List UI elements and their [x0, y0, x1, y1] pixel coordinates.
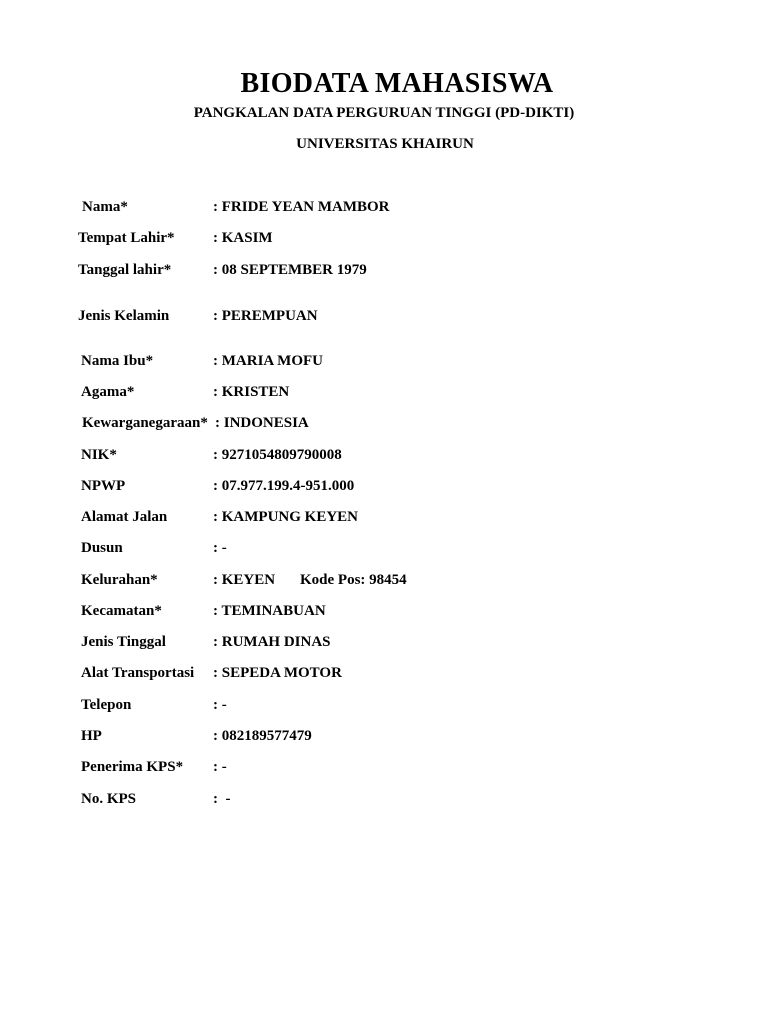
field-value: : PEREMPUAN	[213, 308, 318, 324]
field-value: : KASIM	[213, 230, 273, 246]
field-value: : -	[213, 791, 231, 807]
university-name: UNIVERSITAS KHAIRUN	[296, 136, 474, 152]
field-label: Jenis Kelamin	[78, 308, 170, 324]
kode-pos: Kode Pos: 98454	[300, 572, 407, 588]
field-label: Dusun	[81, 540, 123, 556]
field-value: : -	[213, 759, 227, 775]
field-value: : 082189577479	[213, 728, 312, 744]
field-value: : TEMINABUAN	[213, 603, 326, 619]
field-label: Nama*	[82, 199, 128, 215]
field-label: Kelurahan*	[81, 572, 158, 588]
field-value: : 08 SEPTEMBER 1979	[213, 262, 367, 278]
field-label: NPWP	[81, 478, 126, 494]
field-label: Tempat Lahir*	[78, 230, 175, 246]
field-label: HP	[81, 728, 102, 744]
field-label: Telepon	[81, 697, 132, 713]
field-label: Kewarganegaraan*	[82, 415, 208, 431]
field-value: : RUMAH DINAS	[213, 634, 331, 650]
field-label: Jenis Tinggal	[81, 634, 166, 650]
field-value: : INDONESIA	[215, 415, 309, 431]
field-value: : 07.977.199.4-951.000	[213, 478, 355, 494]
field-label: Alamat Jalan	[81, 509, 168, 525]
field-value: : FRIDE YEAN MAMBOR	[213, 199, 390, 215]
field-label: Penerima KPS*	[81, 759, 184, 775]
field-label: Kecamatan*	[81, 603, 162, 619]
field-label: Tanggal lahir*	[78, 262, 172, 278]
field-label: NIK*	[81, 447, 117, 463]
field-value: : -	[213, 697, 227, 713]
field-value: : MARIA MOFU	[213, 353, 323, 369]
field-label: Agama*	[81, 384, 135, 400]
field-value: : SEPEDA MOTOR	[213, 665, 342, 681]
document-subtitle: PANGKALAN DATA PERGURUAN TINGGI (PD-DIKTI)	[193, 105, 575, 121]
field-value: : 9271054809790008	[213, 447, 342, 463]
field-label: Nama Ibu*	[81, 353, 154, 369]
field-value: : KRISTEN	[213, 384, 290, 400]
field-value: : KAMPUNG KEYEN	[213, 509, 358, 525]
field-label: Alat Transportasi	[81, 665, 195, 681]
document-title: BIODATA MAHASISWA	[240, 68, 554, 99]
field-label: No. KPS	[81, 791, 137, 807]
field-value: : KEYEN	[213, 572, 276, 588]
field-value: : -	[213, 540, 227, 556]
